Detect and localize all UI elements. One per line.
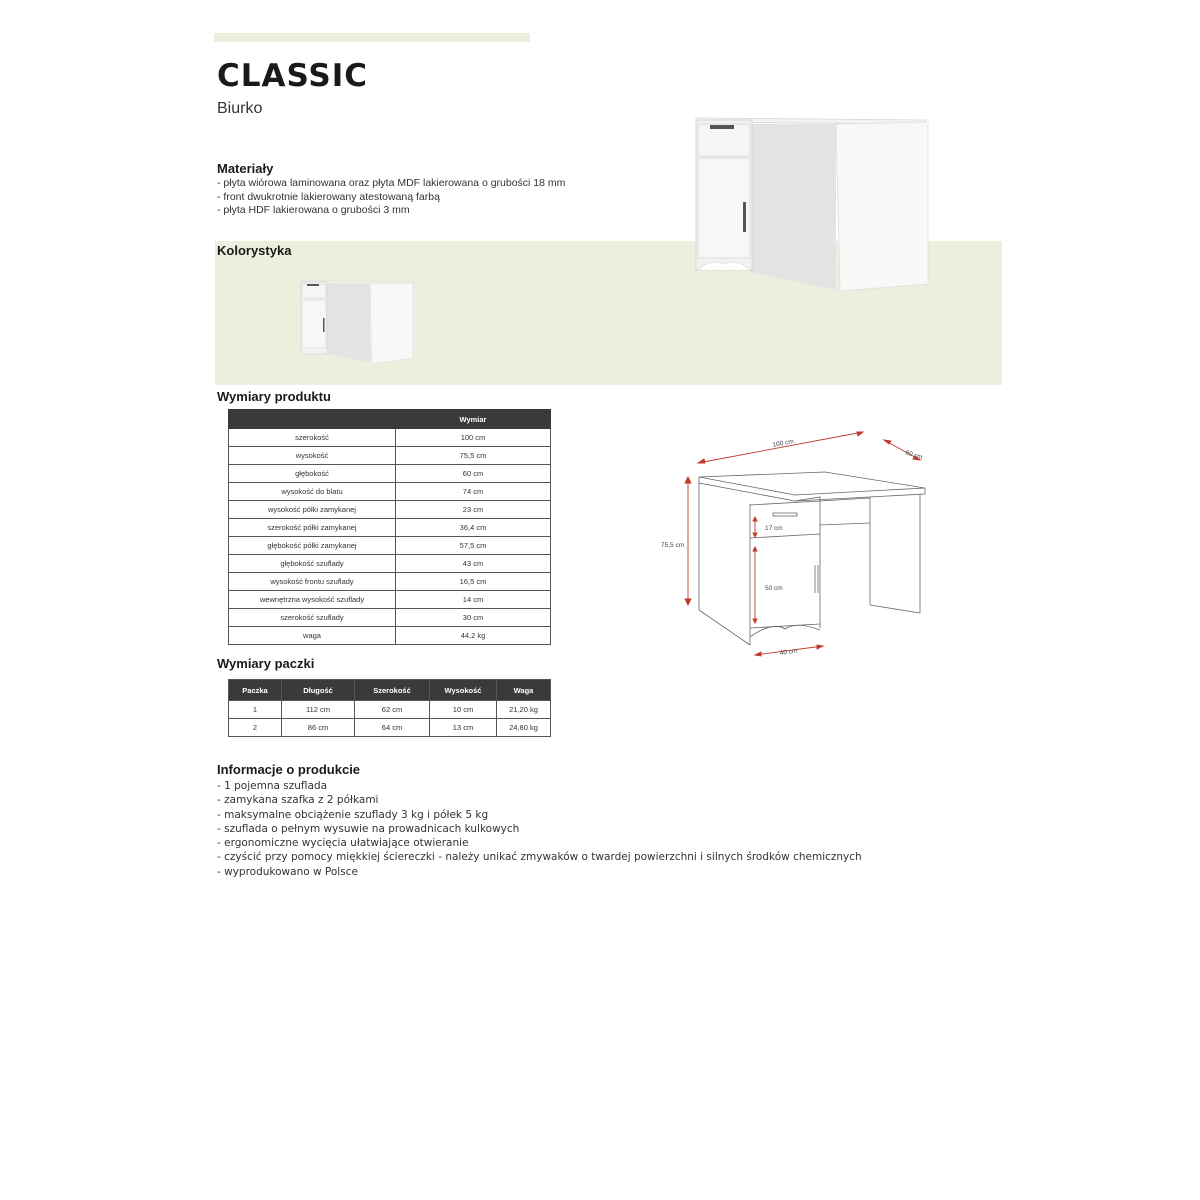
package-cell: 10 cm	[430, 701, 497, 719]
dimension-value: 23 cm	[396, 501, 551, 519]
packages-heading: Wymiary paczki	[217, 656, 315, 671]
dimension-value: 60 cm	[396, 465, 551, 483]
package-cell: 24,80 kg	[497, 719, 551, 737]
package-cell: 1	[229, 701, 282, 719]
package-header-cell: Waga	[497, 680, 551, 701]
dimension-label: szerokość półki zamykanej	[229, 519, 396, 537]
package-header-cell: Szerokość	[355, 680, 430, 701]
package-cell: 112 cm	[282, 701, 355, 719]
materials-list	[217, 177, 565, 218]
materials-item: - front dwukrotnie lakierowany atestowaną farbą	[217, 190, 440, 203]
packages-table	[228, 679, 551, 737]
color-variant-white-image	[298, 278, 416, 366]
dimension-label: wewnętrzna wysokość szuflady	[229, 591, 396, 609]
dimension-label: szerokość szuflady	[229, 609, 396, 627]
package-cell: 21,20 kg	[497, 701, 551, 719]
info-item: - wyprodukowano w Polsce	[217, 865, 358, 878]
dimension-value: 30 cm	[396, 609, 551, 627]
dimension-label: wysokość półki zamykanej	[229, 501, 396, 519]
package-cell: 62 cm	[355, 701, 430, 719]
info-item: - szuflada o pełnym wysuwie na prowadnicach kulkowych	[217, 822, 520, 835]
package-cell: 13 cm	[430, 719, 497, 737]
dimension-value: 43 cm	[396, 555, 551, 573]
dimension-value: 57,5 cm	[396, 537, 551, 555]
dimension-value: 16,5 cm	[396, 573, 551, 591]
package-cell: 2	[229, 719, 282, 737]
materials-item: - płyta wiórowa laminowana oraz płyta MDF lakierowana o grubości 18 mm	[217, 177, 566, 189]
table-row	[229, 483, 551, 501]
dimension-value: 75,5 cm	[396, 447, 551, 465]
materials-item: - płyta HDF lakierowana o grubości 3 mm	[217, 204, 410, 216]
info-item: - czyścić przy pomocy miękkiej ściereczki - należy unikać zmywaków o twardej powierzchni i silnych środków chemicznych	[217, 851, 862, 864]
drawing-label-drawer: 17 cm	[765, 525, 783, 532]
info-item: - 1 pojemna szuflada	[217, 780, 328, 792]
table-row	[229, 519, 551, 537]
dimension-label: głębokość szuflady	[229, 555, 396, 573]
dimension-value: 74 cm	[396, 483, 551, 501]
drawing-label-depth: 60 cm	[904, 449, 924, 462]
dimension-drawing	[655, 425, 950, 665]
info-list	[217, 779, 862, 879]
dimension-value: 100 cm	[396, 429, 551, 447]
materials-heading: Materiały	[217, 161, 274, 176]
dimension-label: wysokość	[229, 447, 396, 465]
package-cell: 64 cm	[355, 719, 430, 737]
table-row	[229, 573, 551, 591]
drawing-label-cabinet-width: 40 cm	[779, 647, 798, 657]
package-header-cell: Wysokość	[430, 680, 497, 701]
drawing-label-width: 100 cm	[772, 438, 795, 449]
info-item: - ergonomiczne wycięcia ułatwiające otwieranie	[217, 837, 469, 850]
table-row	[229, 701, 551, 719]
dimensions-heading: Wymiary produktu	[217, 389, 331, 404]
dimension-value: 14 cm	[396, 591, 551, 609]
product-subtitle: Biurko	[217, 100, 263, 117]
table-row	[229, 627, 551, 645]
drawing-label-height: 75,5 cm	[661, 542, 685, 549]
table-header-row	[229, 680, 551, 701]
table-row	[229, 501, 551, 519]
dimension-label: głębokość	[229, 465, 396, 483]
info-item: - maksymalne obciążenie szuflady 3 kg i półek 5 kg	[217, 808, 489, 821]
dimension-value: 36,4 cm	[396, 519, 551, 537]
package-header-cell: Długość	[282, 680, 355, 701]
table-row	[229, 447, 551, 465]
drawing-label-door: 50 cm	[765, 585, 783, 592]
dimension-label: waga	[229, 627, 396, 645]
table-row	[229, 719, 551, 737]
dimension-label: szerokość	[229, 429, 396, 447]
table-row	[229, 609, 551, 627]
table-header-dimension: Wymiar	[396, 410, 551, 429]
table-row	[229, 555, 551, 573]
table-header-row	[229, 410, 551, 429]
product-title: CLASSIC	[217, 58, 369, 94]
colors-heading: Kolorystyka	[217, 243, 292, 258]
desk-main-image	[690, 112, 935, 297]
dimension-label: wysokość do blatu	[229, 483, 396, 501]
table-header-empty	[229, 410, 396, 429]
table-row	[229, 537, 551, 555]
dimensions-table	[228, 409, 551, 645]
package-cell: 86 cm	[282, 719, 355, 737]
dimension-label: głębokość półki zamykanej	[229, 537, 396, 555]
table-row	[229, 465, 551, 483]
dimension-label: wysokość frontu szuflady	[229, 573, 396, 591]
table-row	[229, 591, 551, 609]
dimension-value: 44,2 kg	[396, 627, 551, 645]
package-header-cell: Paczka	[229, 680, 282, 701]
info-item: - zamykana szafka z 2 półkami	[217, 794, 379, 807]
info-heading: Informacje o produkcie	[217, 762, 361, 777]
top-accent-bar	[214, 33, 530, 42]
table-row	[229, 429, 551, 447]
